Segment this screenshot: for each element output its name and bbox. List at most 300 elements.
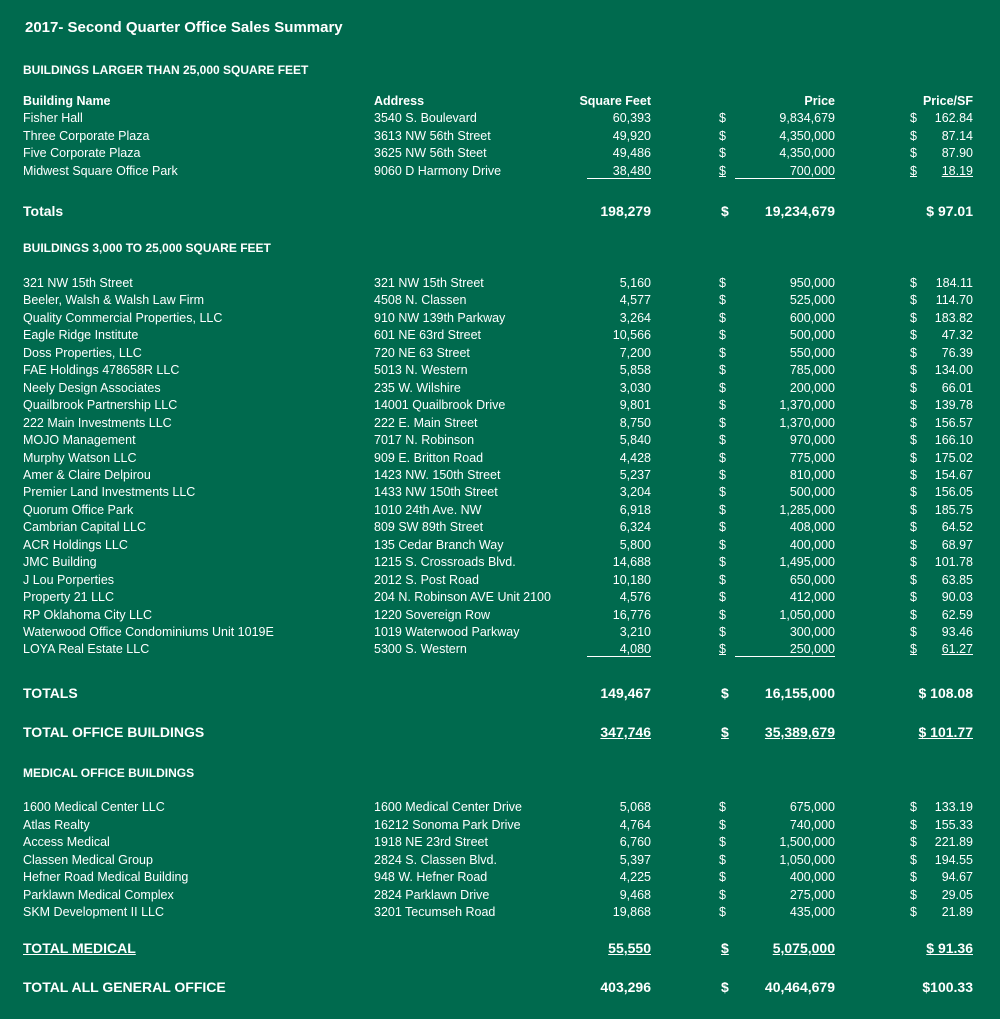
cell-square-feet: 49,920	[612, 128, 651, 143]
cell-price: 775,000	[789, 450, 835, 465]
header-building-name: Building Name	[23, 94, 111, 108]
cell-address: 9060 D Harmony Drive	[374, 163, 502, 178]
cell-price-per-sf: 61.27	[941, 642, 973, 657]
cell-address: 720 NE 63 Street	[374, 345, 470, 360]
cell-address: 3540 S. Boulevard	[374, 111, 477, 125]
table-row	[0, 625, 1000, 642]
cell-ppsf-dollar-sign: $	[910, 537, 917, 552]
cell-square-feet: 4,080	[587, 642, 651, 657]
cell-building-name: Classen Medical Group	[23, 852, 153, 867]
cell-ppsf-dollar-sign: $	[910, 625, 917, 639]
cell-price-per-sf: 68.97	[941, 537, 973, 552]
cell-dollar-sign: $	[719, 345, 726, 360]
cell-building-name: J Lou Porperties	[23, 572, 115, 587]
cell-price: 400,000	[789, 537, 835, 552]
cell-ppsf-dollar-sign: $	[910, 572, 917, 587]
cell-building-name: 1600 Medical Center LLC	[23, 800, 165, 814]
cell-price-per-sf: 64.52	[941, 520, 973, 535]
cell-dollar-sign: $	[719, 555, 726, 570]
total-price: 5,075,000	[772, 940, 835, 956]
table-row	[0, 346, 1000, 363]
cell-price: 200,000	[789, 380, 835, 395]
total-label: TOTAL MEDICAL	[23, 940, 136, 956]
total-price: 35,389,679	[764, 724, 835, 740]
cell-address: 909 E. Britton Road	[374, 450, 484, 465]
header-address: Address	[374, 94, 425, 108]
cell-address: 3625 NW 56th Steet	[374, 146, 487, 160]
cell-price: 1,285,000	[779, 502, 835, 517]
cell-address: 5300 S. Western	[374, 642, 467, 657]
cell-price-per-sf: 134.00	[934, 363, 973, 378]
cell-ppsf-dollar-sign: $	[910, 293, 917, 308]
cell-address: 135 Cedar Branch Way	[374, 537, 504, 552]
cell-price: 700,000	[735, 164, 835, 179]
cell-address: 948 W. Hefner Road	[374, 870, 488, 884]
table-row	[0, 555, 1000, 572]
header-price-per-sf: Price/SF	[922, 94, 973, 108]
cell-price: 435,000	[789, 905, 835, 919]
total-dollar: $	[721, 685, 729, 701]
table-row	[0, 608, 1000, 625]
cell-price-per-sf: 133.19	[934, 800, 973, 814]
cell-dollar-sign: $	[719, 887, 726, 902]
total-sqft: 55,550	[608, 940, 651, 956]
cell-address: 1019 Waterwood Parkway	[374, 625, 520, 639]
total-sqft: 403,296	[600, 979, 651, 995]
cell-address: 1433 NW 150th Street	[374, 485, 498, 500]
cell-address: 910 NW 139th Parkway	[374, 310, 506, 325]
cell-building-name: Quality Commercial Properties, LLC	[23, 310, 223, 325]
cell-dollar-sign: $	[719, 590, 726, 605]
cell-price-per-sf: 87.14	[941, 128, 973, 143]
cell-building-name: Atlas Realty	[23, 817, 90, 832]
cell-ppsf-dollar-sign: $	[910, 380, 917, 395]
table-row	[0, 835, 1000, 852]
cell-building-name: LOYA Real Estate LLC	[23, 642, 150, 657]
cell-dollar-sign: $	[719, 835, 726, 849]
cell-price-per-sf: 154.67	[934, 467, 973, 482]
cell-price: 500,000	[789, 328, 835, 343]
cell-dollar-sign: $	[719, 111, 726, 125]
cell-price-per-sf: 156.57	[934, 415, 973, 430]
total-ppsf: $ 91.36	[926, 940, 973, 956]
cell-price-per-sf: 155.33	[934, 817, 973, 832]
total-all-general-office-row	[0, 979, 1000, 999]
cell-price: 1,500,000	[779, 835, 835, 849]
cell-square-feet: 3,204	[619, 485, 651, 500]
cell-price: 525,000	[789, 293, 835, 308]
cell-price-per-sf: 76.39	[941, 345, 973, 360]
cell-ppsf-dollar-sign: $	[910, 328, 917, 343]
cell-ppsf-dollar-sign: $	[910, 800, 917, 814]
cell-square-feet: 38,480	[587, 164, 651, 179]
section-heading-mid: BUILDINGS 3,000 TO 25,000 SQUARE FEET	[23, 241, 271, 255]
cell-ppsf-dollar-sign: $	[910, 870, 917, 884]
table-row	[0, 573, 1000, 590]
total-price: 40,464,679	[764, 979, 835, 995]
total-price: 16,155,000	[764, 685, 835, 701]
cell-dollar-sign: $	[719, 817, 726, 832]
cell-price: 1,370,000	[779, 398, 835, 413]
cell-price: 412,000	[789, 590, 835, 605]
table-row	[0, 485, 1000, 502]
cell-address: 16212 Sonoma Park Drive	[374, 817, 521, 832]
cell-dollar-sign: $	[719, 905, 726, 919]
cell-address: 601 NE 63rd Street	[374, 328, 482, 343]
total-ppsf: $100.33	[922, 979, 973, 995]
cell-address: 3613 NW 56th Street	[374, 128, 491, 143]
table-row	[0, 870, 1000, 887]
cell-dollar-sign: $	[719, 467, 726, 482]
cell-ppsf-dollar-sign: $	[910, 433, 917, 448]
table-row	[0, 146, 1000, 163]
section-heading-medical: MEDICAL OFFICE BUILDINGS	[23, 766, 195, 780]
totals-row-mid	[0, 685, 1000, 705]
cell-dollar-sign: $	[719, 328, 726, 343]
table-row	[0, 293, 1000, 310]
header-square-feet: Square Feet	[579, 94, 651, 108]
cell-building-name: SKM Development II LLC	[23, 905, 165, 919]
cell-address: 204 N. Robinson AVE Unit 2100	[374, 590, 551, 605]
cell-square-feet: 3,264	[619, 310, 651, 325]
cell-price-per-sf: 94.67	[941, 870, 973, 884]
cell-dollar-sign: $	[719, 128, 726, 143]
cell-dollar-sign: $	[719, 146, 726, 160]
cell-dollar-sign: $	[719, 485, 726, 500]
cell-address: 321 NW 15th Street	[374, 276, 484, 290]
cell-address: 1600 Medical Center Drive	[374, 800, 522, 814]
cell-price-per-sf: 62.59	[941, 607, 973, 622]
cell-square-feet: 5,397	[619, 852, 651, 867]
cell-address: 222 E. Main Street	[374, 415, 478, 430]
cell-price: 600,000	[789, 310, 835, 325]
cell-building-name: FAE Holdings 478658R LLC	[23, 363, 180, 378]
cell-square-feet: 5,800	[619, 537, 651, 552]
cell-square-feet: 5,840	[619, 433, 651, 448]
cell-address: 14001 Quailbrook Drive	[374, 398, 506, 413]
cell-ppsf-dollar-sign: $	[910, 642, 917, 657]
cell-price: 250,000	[735, 642, 835, 657]
cell-dollar-sign: $	[719, 433, 726, 448]
table-row	[0, 416, 1000, 433]
cell-price-per-sf: 21.89	[941, 905, 973, 919]
cell-price-per-sf: 101.78	[934, 555, 973, 570]
cell-dollar-sign: $	[719, 293, 726, 308]
cell-price: 1,370,000	[779, 415, 835, 430]
cell-building-name: Three Corporate Plaza	[23, 128, 150, 143]
cell-building-name: Cambrian Capital LLC	[23, 520, 146, 535]
cell-square-feet: 19,868	[612, 905, 651, 919]
total-dollar: $	[721, 940, 729, 956]
cell-address: 1918 NE 23rd Street	[374, 835, 488, 849]
cell-ppsf-dollar-sign: $	[910, 111, 917, 125]
table-row	[0, 451, 1000, 468]
cell-square-feet: 5,160	[619, 276, 651, 290]
cell-price-per-sf: 156.05	[934, 485, 973, 500]
cell-price-per-sf: 66.01	[941, 380, 973, 395]
total-dollar: $	[721, 979, 729, 995]
cell-dollar-sign: $	[719, 625, 726, 639]
cell-dollar-sign: $	[719, 380, 726, 395]
cell-price-per-sf: 87.90	[941, 146, 973, 160]
cell-dollar-sign: $	[719, 502, 726, 517]
column-header-row	[0, 94, 1000, 111]
cell-price: 275,000	[789, 887, 835, 902]
table-row	[0, 468, 1000, 485]
total-sqft: 149,467	[600, 685, 651, 701]
cell-square-feet: 4,764	[619, 817, 651, 832]
total-label: TOTAL OFFICE BUILDINGS	[23, 724, 205, 740]
table-row	[0, 328, 1000, 345]
cell-price: 500,000	[789, 485, 835, 500]
cell-ppsf-dollar-sign: $	[910, 415, 917, 430]
cell-price: 1,050,000	[779, 852, 835, 867]
cell-building-name: Beeler, Walsh & Walsh Law Firm	[23, 293, 205, 308]
table-row	[0, 800, 1000, 817]
table-row	[0, 129, 1000, 146]
table-row	[0, 503, 1000, 520]
cell-ppsf-dollar-sign: $	[910, 502, 917, 517]
cell-building-name: Property 21 LLC	[23, 590, 115, 605]
cell-square-feet: 5,237	[619, 467, 651, 482]
total-ppsf: $ 108.08	[918, 685, 973, 701]
cell-price: 970,000	[789, 433, 835, 448]
cell-dollar-sign: $	[719, 310, 726, 325]
total-sqft: 198,279	[600, 203, 651, 219]
cell-price: 408,000	[789, 520, 835, 535]
cell-square-feet: 6,760	[619, 835, 651, 849]
cell-price-per-sf: 139.78	[934, 398, 973, 413]
cell-ppsf-dollar-sign: $	[910, 398, 917, 413]
total-price: 19,234,679	[764, 203, 835, 219]
cell-address: 809 SW 89th Street	[374, 520, 484, 535]
cell-price-per-sf: 166.10	[934, 433, 973, 448]
cell-ppsf-dollar-sign: $	[910, 310, 917, 325]
table-row	[0, 590, 1000, 607]
cell-price-per-sf: 63.85	[941, 572, 973, 587]
cell-ppsf-dollar-sign: $	[910, 467, 917, 482]
cell-ppsf-dollar-sign: $	[910, 590, 917, 605]
cell-price-per-sf: 175.02	[934, 450, 973, 465]
total-ppsf: $ 97.01	[926, 203, 973, 219]
table-row	[0, 520, 1000, 537]
table-row	[0, 853, 1000, 870]
cell-building-name: Five Corporate Plaza	[23, 146, 141, 160]
cell-price-per-sf: 18.19	[941, 163, 973, 178]
cell-price: 300,000	[789, 625, 835, 639]
cell-building-name: Quailbrook Partnership LLC	[23, 398, 178, 413]
cell-address: 7017 N. Robinson	[374, 433, 475, 448]
cell-address: 2824 Parklawn Drive	[374, 887, 490, 902]
cell-price: 810,000	[789, 467, 835, 482]
total-label: Totals	[23, 203, 64, 219]
cell-dollar-sign: $	[719, 163, 726, 178]
table-row	[0, 363, 1000, 380]
cell-square-feet: 10,566	[612, 328, 651, 343]
cell-price: 550,000	[789, 345, 835, 360]
cell-price-per-sf: 184.11	[935, 276, 973, 290]
cell-building-name: Access Medical	[23, 835, 110, 849]
total-label: TOTAL ALL GENERAL OFFICE	[23, 979, 226, 995]
cell-square-feet: 5,858	[619, 363, 651, 378]
cell-building-name: Premier Land Investments LLC	[23, 485, 196, 500]
table-row	[0, 276, 1000, 293]
cell-building-name: Murphy Watson LLC	[23, 450, 137, 465]
cell-ppsf-dollar-sign: $	[910, 555, 917, 570]
cell-building-name: Amer & Claire Delpirou	[23, 467, 151, 482]
cell-ppsf-dollar-sign: $	[910, 276, 917, 290]
cell-building-name: Doss Properties, LLC	[23, 345, 142, 360]
cell-dollar-sign: $	[719, 870, 726, 884]
cell-building-name: Hefner Road Medical Building	[23, 870, 189, 884]
cell-building-name: JMC Building	[23, 555, 97, 570]
cell-price: 950,000	[789, 276, 835, 290]
cell-price-per-sf: 183.82	[934, 310, 973, 325]
cell-price: 1,050,000	[779, 607, 835, 622]
cell-address: 1215 S. Crossroads Blvd.	[374, 555, 516, 570]
table-row	[0, 642, 1000, 659]
cell-address: 2012 S. Post Road	[374, 572, 479, 587]
cell-square-feet: 9,801	[619, 398, 651, 413]
cell-building-name: RP Oklahoma City LLC	[23, 607, 152, 622]
cell-building-name: Midwest Square Office Park	[23, 163, 178, 178]
cell-square-feet: 60,393	[612, 111, 651, 125]
cell-square-feet: 6,324	[619, 520, 651, 535]
cell-building-name: Eagle Ridge Institute	[23, 328, 139, 343]
cell-square-feet: 3,030	[619, 380, 651, 395]
cell-dollar-sign: $	[719, 276, 726, 290]
cell-ppsf-dollar-sign: $	[910, 817, 917, 832]
cell-ppsf-dollar-sign: $	[910, 485, 917, 500]
cell-price-per-sf: 114.70	[935, 293, 973, 308]
cell-ppsf-dollar-sign: $	[910, 835, 917, 849]
cell-building-name: 321 NW 15th Street	[23, 276, 133, 290]
cell-building-name: Neely Design Associates	[23, 380, 161, 395]
cell-ppsf-dollar-sign: $	[910, 607, 917, 622]
total-sqft: 347,746	[600, 724, 651, 740]
cell-square-feet: 4,577	[619, 293, 651, 308]
cell-building-name: Quorum Office Park	[23, 502, 134, 517]
header-price: Price	[804, 94, 835, 108]
cell-building-name: ACR Holdings LLC	[23, 537, 128, 552]
cell-building-name: Waterwood Office Condominiums Unit 1019E	[23, 625, 274, 639]
table-row	[0, 398, 1000, 415]
cell-dollar-sign: $	[719, 363, 726, 378]
cell-price: 675,000	[789, 800, 835, 814]
cell-ppsf-dollar-sign: $	[910, 345, 917, 360]
cell-dollar-sign: $	[719, 415, 726, 430]
cell-address: 1423 NW. 150th Street	[374, 467, 501, 482]
cell-price: 740,000	[789, 817, 835, 832]
cell-ppsf-dollar-sign: $	[910, 852, 917, 867]
cell-building-name: Fisher Hall	[23, 111, 83, 125]
total-dollar: $	[721, 203, 729, 219]
cell-dollar-sign: $	[719, 520, 726, 535]
cell-address: 1010 24th Ave. NW	[374, 502, 482, 517]
cell-address: 3201 Tecumseh Road	[374, 905, 496, 919]
cell-dollar-sign: $	[719, 537, 726, 552]
cell-ppsf-dollar-sign: $	[910, 450, 917, 465]
cell-price-per-sf: 93.46	[941, 625, 973, 639]
cell-dollar-sign: $	[719, 852, 726, 867]
table-row	[0, 538, 1000, 555]
cell-dollar-sign: $	[719, 800, 726, 814]
cell-dollar-sign: $	[719, 572, 726, 587]
table-row	[0, 905, 1000, 922]
cell-ppsf-dollar-sign: $	[910, 163, 917, 178]
cell-square-feet: 14,688	[612, 555, 651, 570]
cell-ppsf-dollar-sign: $	[910, 363, 917, 378]
table-row	[0, 888, 1000, 905]
cell-square-feet: 8,750	[619, 415, 651, 430]
cell-dollar-sign: $	[719, 398, 726, 413]
cell-price: 1,495,000	[779, 555, 835, 570]
cell-dollar-sign: $	[719, 450, 726, 465]
total-office-buildings-row	[0, 724, 1000, 744]
cell-price-per-sf: 47.32	[941, 328, 973, 343]
cell-price-per-sf: 162.84	[934, 111, 973, 125]
page-title: 2017- Second Quarter Office Sales Summary	[25, 19, 343, 36]
cell-square-feet: 49,486	[612, 146, 651, 160]
table-row	[0, 111, 1000, 128]
cell-building-name: 222 Main Investments LLC	[23, 415, 172, 430]
cell-ppsf-dollar-sign: $	[910, 128, 917, 143]
table-row	[0, 433, 1000, 450]
total-dollar: $	[721, 724, 729, 740]
table-row	[0, 381, 1000, 398]
cell-building-name: Parklawn Medical Complex	[23, 887, 174, 902]
cell-price-per-sf: 194.55	[934, 852, 973, 867]
cell-price-per-sf: 90.03	[941, 590, 973, 605]
cell-square-feet: 4,576	[619, 590, 651, 605]
cell-price: 4,350,000	[779, 128, 835, 143]
cell-price: 785,000	[789, 363, 835, 378]
cell-dollar-sign: $	[719, 642, 726, 657]
cell-ppsf-dollar-sign: $	[910, 887, 917, 902]
cell-square-feet: 9,468	[619, 887, 651, 902]
cell-square-feet: 3,210	[619, 625, 651, 639]
cell-address: 5013 N. Western	[374, 363, 468, 378]
cell-address: 235 W. Wilshire	[374, 380, 461, 395]
cell-square-feet: 4,428	[619, 450, 651, 465]
cell-square-feet: 10,180	[612, 572, 651, 587]
cell-price-per-sf: 29.05	[941, 887, 973, 902]
cell-price: 650,000	[789, 572, 835, 587]
cell-price: 400,000	[789, 870, 835, 884]
cell-address: 1220 Sovereign Row	[374, 607, 491, 622]
table-row	[0, 164, 1000, 181]
cell-ppsf-dollar-sign: $	[910, 520, 917, 535]
cell-price-per-sf: 221.89	[934, 835, 973, 849]
table-row	[0, 311, 1000, 328]
cell-price: 4,350,000	[779, 146, 835, 160]
cell-address: 4508 N. Classen	[374, 293, 467, 308]
total-label: TOTALS	[23, 685, 78, 701]
cell-ppsf-dollar-sign: $	[910, 146, 917, 160]
totals-row-medical	[0, 940, 1000, 960]
cell-square-feet: 16,776	[612, 607, 651, 622]
cell-dollar-sign: $	[719, 607, 726, 622]
section-heading-large: BUILDINGS LARGER THAN 25,000 SQUARE FEET	[23, 63, 309, 77]
cell-square-feet: 6,918	[619, 502, 651, 517]
cell-building-name: MOJO Management	[23, 433, 136, 448]
cell-price: 9,834,679	[779, 111, 835, 125]
cell-square-feet: 4,225	[619, 870, 651, 884]
cell-ppsf-dollar-sign: $	[910, 905, 917, 919]
cell-square-feet: 7,200	[619, 345, 651, 360]
total-ppsf: $ 101.77	[918, 724, 973, 740]
table-row	[0, 818, 1000, 835]
